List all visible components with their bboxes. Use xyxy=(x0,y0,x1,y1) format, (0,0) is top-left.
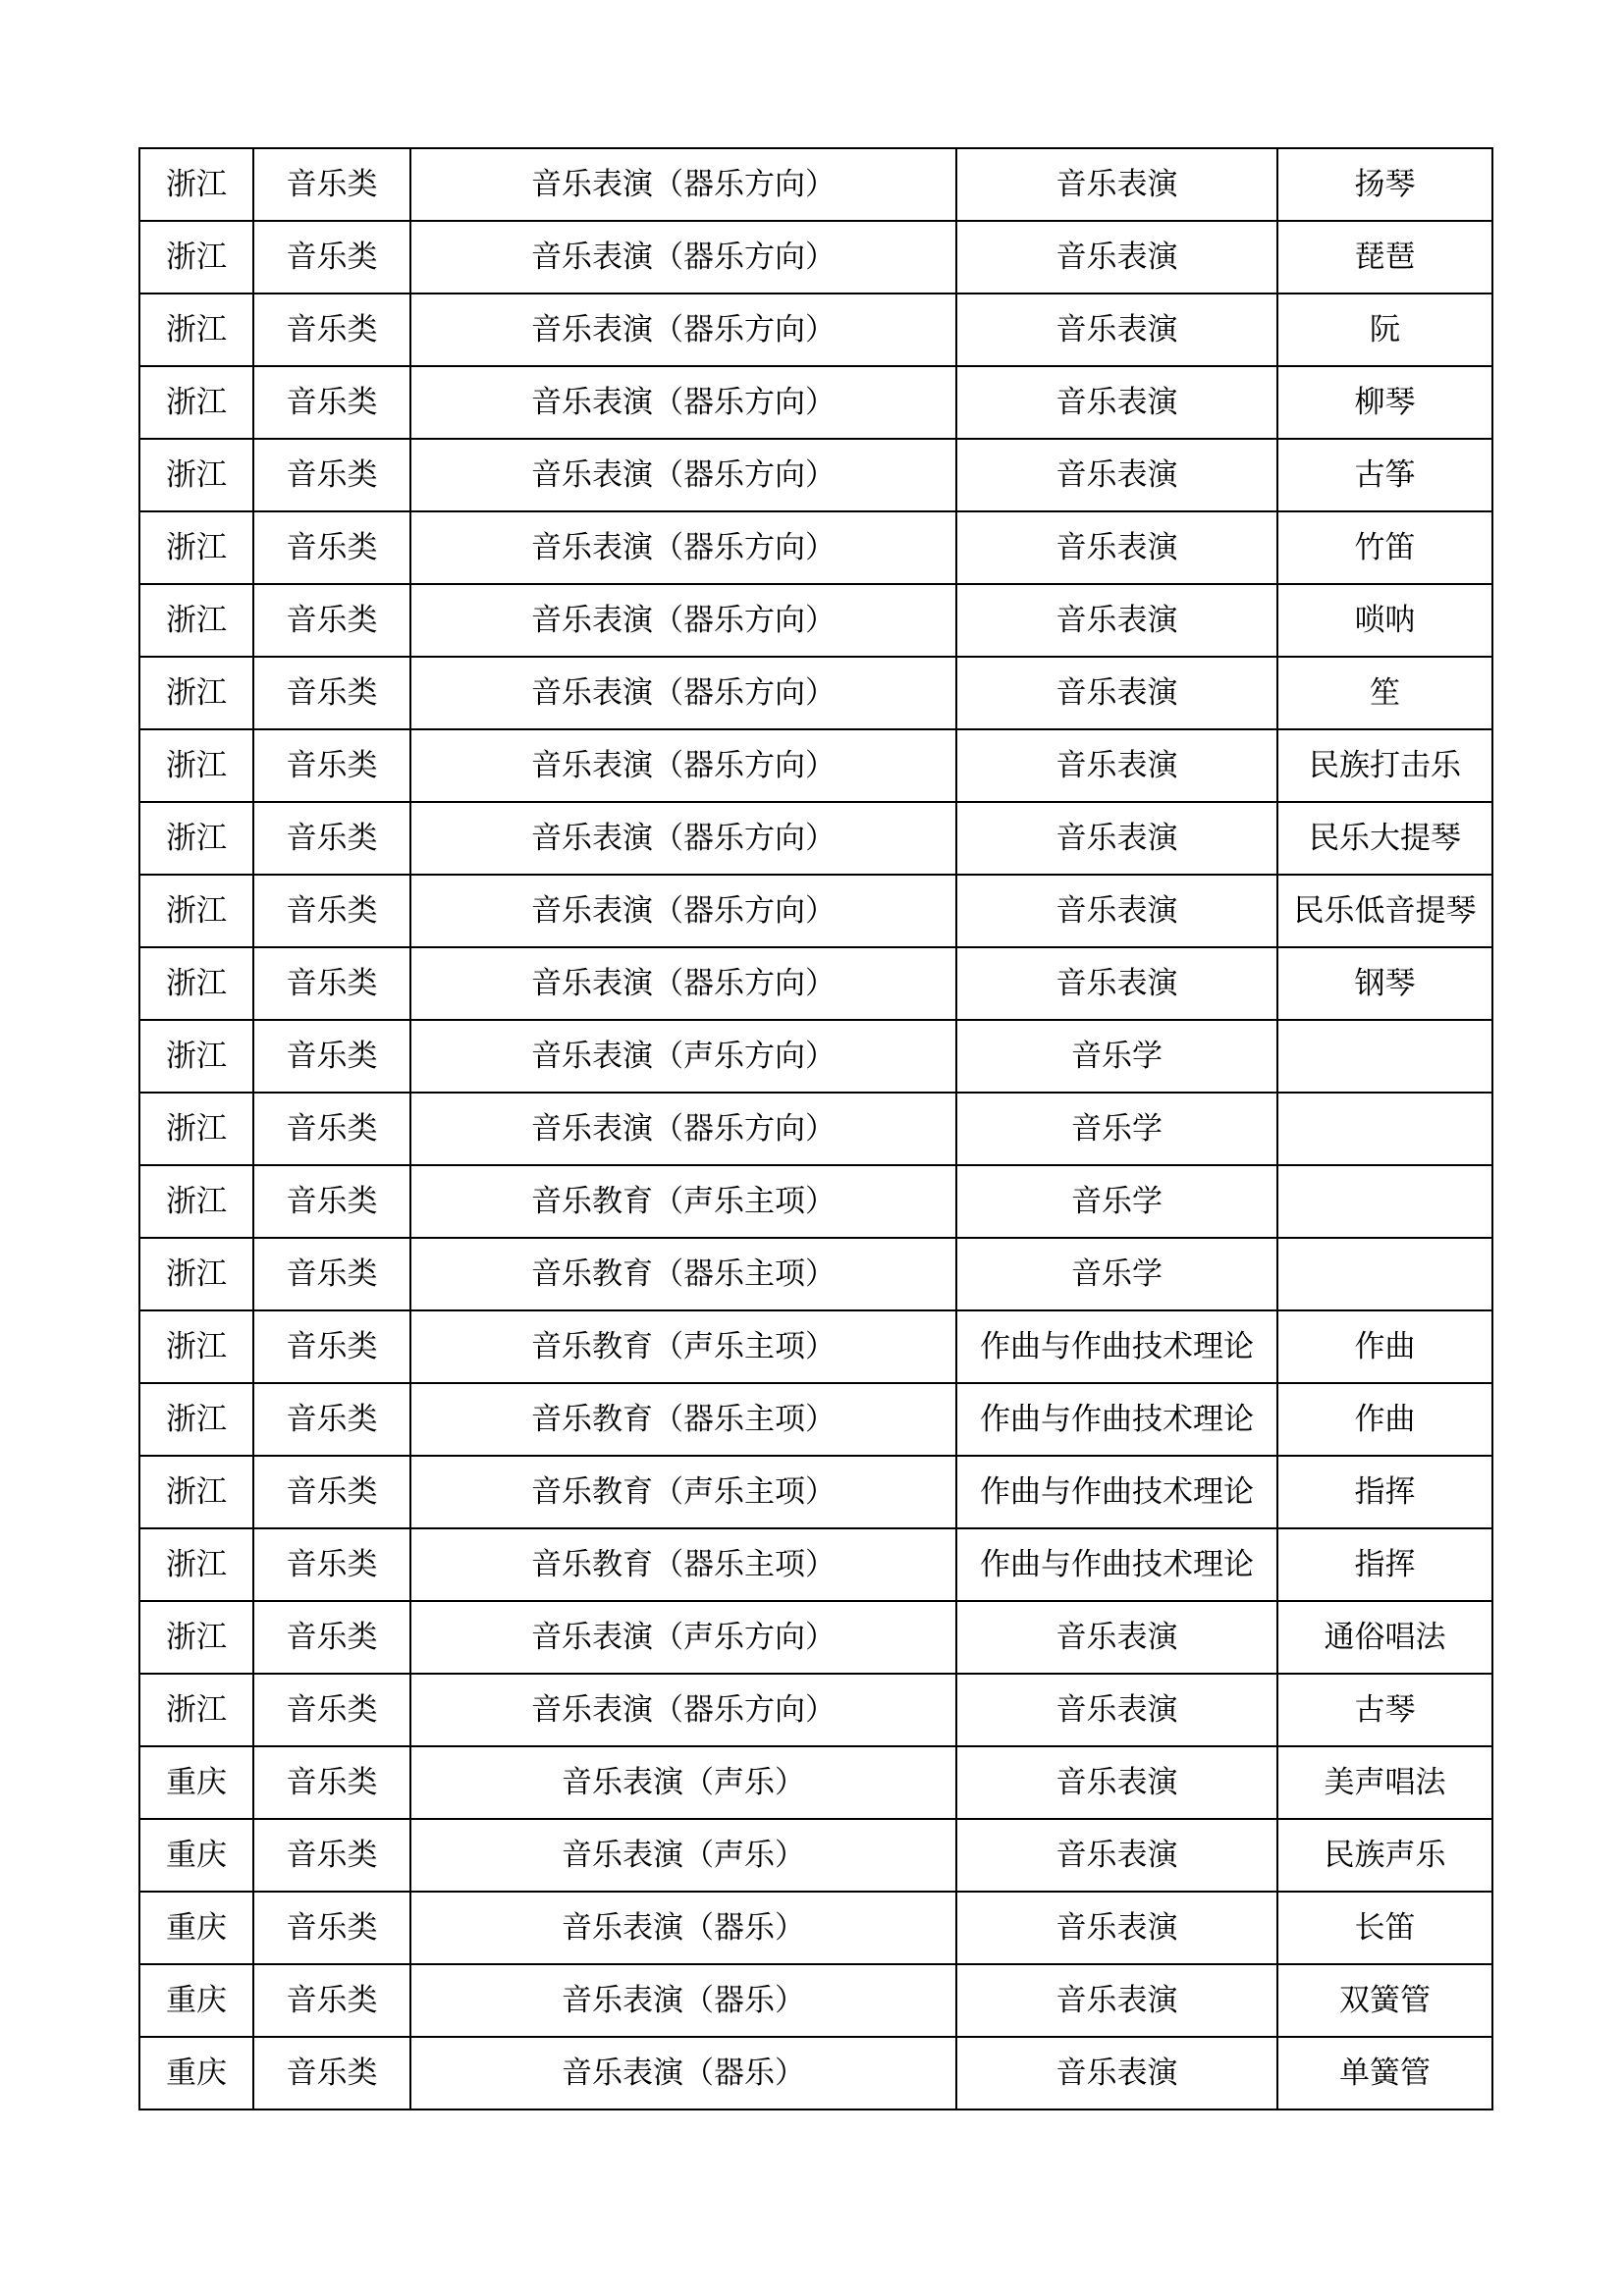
cell-direction: 作曲 xyxy=(1277,1383,1492,1456)
cell-major: 音乐表演 xyxy=(956,439,1277,511)
cell-category: 音乐类 xyxy=(253,1674,410,1746)
cell-program: 音乐表演（器乐方向） xyxy=(410,148,956,221)
cell-category: 音乐类 xyxy=(253,729,410,802)
cell-region: 浙江 xyxy=(139,1674,253,1746)
cell-major: 作曲与作曲技术理论 xyxy=(956,1383,1277,1456)
cell-region: 重庆 xyxy=(139,1892,253,1964)
cell-region: 浙江 xyxy=(139,875,253,947)
cell-direction xyxy=(1277,1238,1492,1310)
table-row xyxy=(139,1674,1492,1746)
cell-program: 音乐表演（声乐） xyxy=(410,1819,956,1892)
cell-category: 音乐类 xyxy=(253,2037,410,2109)
cell-category: 音乐类 xyxy=(253,221,410,294)
cell-program: 音乐教育（器乐主项） xyxy=(410,1238,956,1310)
cell-major: 音乐学 xyxy=(956,1020,1277,1093)
table-row xyxy=(139,366,1492,439)
table-row xyxy=(139,1528,1492,1601)
cell-program: 音乐教育（器乐主项） xyxy=(410,1528,956,1601)
cell-direction: 长笛 xyxy=(1277,1892,1492,1964)
table-row xyxy=(139,1238,1492,1310)
cell-program: 音乐表演（声乐方向） xyxy=(410,1020,956,1093)
table-row xyxy=(139,511,1492,584)
table-row xyxy=(139,947,1492,1020)
cell-region: 浙江 xyxy=(139,1601,253,1674)
cell-direction: 琵琶 xyxy=(1277,221,1492,294)
table-row xyxy=(139,1020,1492,1093)
cell-region: 浙江 xyxy=(139,729,253,802)
table-row xyxy=(139,1310,1492,1383)
cell-major: 音乐表演 xyxy=(956,729,1277,802)
cell-major: 音乐表演 xyxy=(956,294,1277,366)
cell-category: 音乐类 xyxy=(253,1528,410,1601)
cell-major: 音乐表演 xyxy=(956,1601,1277,1674)
cell-program: 音乐教育（器乐主项） xyxy=(410,1383,956,1456)
cell-major: 音乐表演 xyxy=(956,221,1277,294)
cell-program: 音乐表演（器乐方向） xyxy=(410,657,956,729)
cell-category: 音乐类 xyxy=(253,584,410,657)
table-row xyxy=(139,1892,1492,1964)
cell-region: 浙江 xyxy=(139,1310,253,1383)
cell-region: 浙江 xyxy=(139,1238,253,1310)
cell-region: 浙江 xyxy=(139,511,253,584)
cell-direction: 柳琴 xyxy=(1277,366,1492,439)
cell-region: 浙江 xyxy=(139,439,253,511)
cell-major: 音乐表演 xyxy=(956,148,1277,221)
table-row xyxy=(139,1964,1492,2037)
cell-program: 音乐表演（器乐方向） xyxy=(410,221,956,294)
cell-major: 音乐表演 xyxy=(956,947,1277,1020)
table-row xyxy=(139,221,1492,294)
table-row xyxy=(139,584,1492,657)
table-row xyxy=(139,657,1492,729)
cell-category: 音乐类 xyxy=(253,1746,410,1819)
table-row xyxy=(139,1165,1492,1238)
cell-direction: 扬琴 xyxy=(1277,148,1492,221)
cell-major: 作曲与作曲技术理论 xyxy=(956,1310,1277,1383)
cell-region: 浙江 xyxy=(139,1383,253,1456)
cell-category: 音乐类 xyxy=(253,1238,410,1310)
cell-category: 音乐类 xyxy=(253,1383,410,1456)
cell-region: 浙江 xyxy=(139,294,253,366)
cell-major: 音乐学 xyxy=(956,1165,1277,1238)
cell-major: 音乐表演 xyxy=(956,875,1277,947)
cell-direction xyxy=(1277,1165,1492,1238)
cell-category: 音乐类 xyxy=(253,1819,410,1892)
table-row xyxy=(139,1819,1492,1892)
table-row xyxy=(139,1601,1492,1674)
cell-direction xyxy=(1277,1093,1492,1165)
cell-program: 音乐教育（声乐主项） xyxy=(410,1310,956,1383)
cell-region: 重庆 xyxy=(139,1819,253,1892)
cell-program: 音乐表演（器乐方向） xyxy=(410,802,956,875)
cell-direction: 民乐大提琴 xyxy=(1277,802,1492,875)
cell-region: 浙江 xyxy=(139,366,253,439)
cell-category: 音乐类 xyxy=(253,947,410,1020)
cell-region: 浙江 xyxy=(139,657,253,729)
cell-category: 音乐类 xyxy=(253,1456,410,1528)
cell-program: 音乐表演（器乐方向） xyxy=(410,875,956,947)
cell-major: 音乐表演 xyxy=(956,1674,1277,1746)
cell-direction: 古琴 xyxy=(1277,1674,1492,1746)
cell-program: 音乐表演（器乐方向） xyxy=(410,439,956,511)
cell-category: 音乐类 xyxy=(253,1601,410,1674)
cell-major: 音乐表演 xyxy=(956,657,1277,729)
table-row xyxy=(139,439,1492,511)
cell-direction: 指挥 xyxy=(1277,1456,1492,1528)
cell-region: 浙江 xyxy=(139,1528,253,1601)
cell-direction: 双簧管 xyxy=(1277,1964,1492,2037)
cell-category: 音乐类 xyxy=(253,1964,410,2037)
cell-direction: 古筝 xyxy=(1277,439,1492,511)
cell-major: 音乐表演 xyxy=(956,1892,1277,1964)
table-row xyxy=(139,2037,1492,2109)
cell-program: 音乐表演（声乐方向） xyxy=(410,1601,956,1674)
cell-category: 音乐类 xyxy=(253,439,410,511)
table-row xyxy=(139,148,1492,221)
table-row xyxy=(139,1746,1492,1819)
cell-direction xyxy=(1277,1020,1492,1093)
cell-program: 音乐表演（器乐方向） xyxy=(410,1674,956,1746)
cell-direction: 通俗唱法 xyxy=(1277,1601,1492,1674)
cell-program: 音乐表演（器乐方向） xyxy=(410,294,956,366)
table-row xyxy=(139,1456,1492,1528)
cell-region: 重庆 xyxy=(139,1964,253,2037)
cell-region: 浙江 xyxy=(139,1456,253,1528)
table-body xyxy=(139,148,1492,2109)
cell-major: 音乐表演 xyxy=(956,584,1277,657)
cell-direction: 竹笛 xyxy=(1277,511,1492,584)
table-row xyxy=(139,802,1492,875)
cell-major: 音乐学 xyxy=(956,1093,1277,1165)
cell-category: 音乐类 xyxy=(253,1165,410,1238)
cell-region: 浙江 xyxy=(139,947,253,1020)
cell-category: 音乐类 xyxy=(253,1892,410,1964)
cell-region: 浙江 xyxy=(139,1020,253,1093)
cell-direction: 单簧管 xyxy=(1277,2037,1492,2109)
cell-major: 作曲与作曲技术理论 xyxy=(956,1528,1277,1601)
cell-category: 音乐类 xyxy=(253,148,410,221)
cell-region: 重庆 xyxy=(139,2037,253,2109)
cell-category: 音乐类 xyxy=(253,294,410,366)
cell-program: 音乐表演（器乐方向） xyxy=(410,729,956,802)
cell-program: 音乐表演（器乐方向） xyxy=(410,366,956,439)
cell-major: 音乐表演 xyxy=(956,2037,1277,2109)
cell-program: 音乐表演（器乐） xyxy=(410,1964,956,2037)
cell-region: 浙江 xyxy=(139,148,253,221)
cell-direction: 民族打击乐 xyxy=(1277,729,1492,802)
cell-major: 音乐表演 xyxy=(956,1819,1277,1892)
cell-region: 浙江 xyxy=(139,802,253,875)
cell-program: 音乐表演（声乐） xyxy=(410,1746,956,1819)
cell-region: 浙江 xyxy=(139,1165,253,1238)
cell-direction: 唢呐 xyxy=(1277,584,1492,657)
cell-direction: 指挥 xyxy=(1277,1528,1492,1601)
table-row xyxy=(139,1383,1492,1456)
cell-major: 音乐学 xyxy=(956,1238,1277,1310)
table-row xyxy=(139,875,1492,947)
cell-category: 音乐类 xyxy=(253,802,410,875)
cell-program: 音乐表演（器乐） xyxy=(410,2037,956,2109)
cell-category: 音乐类 xyxy=(253,657,410,729)
cell-major: 音乐表演 xyxy=(956,511,1277,584)
cell-major: 音乐表演 xyxy=(956,802,1277,875)
cell-program: 音乐表演（器乐方向） xyxy=(410,1093,956,1165)
cell-direction: 民乐低音提琴 xyxy=(1277,875,1492,947)
cell-direction: 钢琴 xyxy=(1277,947,1492,1020)
cell-major: 音乐表演 xyxy=(956,1964,1277,2037)
cell-direction: 民族声乐 xyxy=(1277,1819,1492,1892)
cell-direction: 美声唱法 xyxy=(1277,1746,1492,1819)
cell-category: 音乐类 xyxy=(253,1093,410,1165)
cell-category: 音乐类 xyxy=(253,1020,410,1093)
cell-region: 浙江 xyxy=(139,1093,253,1165)
cell-region: 浙江 xyxy=(139,221,253,294)
cell-program: 音乐表演（器乐方向） xyxy=(410,511,956,584)
cell-category: 音乐类 xyxy=(253,1310,410,1383)
cell-region: 重庆 xyxy=(139,1746,253,1819)
cell-category: 音乐类 xyxy=(253,366,410,439)
program-table xyxy=(138,147,1493,2110)
table-row xyxy=(139,1093,1492,1165)
cell-major: 作曲与作曲技术理论 xyxy=(956,1456,1277,1528)
cell-category: 音乐类 xyxy=(253,511,410,584)
cell-category: 音乐类 xyxy=(253,875,410,947)
cell-program: 音乐教育（声乐主项） xyxy=(410,1456,956,1528)
cell-major: 音乐表演 xyxy=(956,1746,1277,1819)
cell-program: 音乐表演（器乐方向） xyxy=(410,947,956,1020)
cell-direction: 阮 xyxy=(1277,294,1492,366)
table-row xyxy=(139,729,1492,802)
cell-major: 音乐表演 xyxy=(956,366,1277,439)
cell-region: 浙江 xyxy=(139,584,253,657)
cell-direction: 笙 xyxy=(1277,657,1492,729)
cell-program: 音乐表演（器乐方向） xyxy=(410,584,956,657)
cell-program: 音乐教育（声乐主项） xyxy=(410,1165,956,1238)
cell-direction: 作曲 xyxy=(1277,1310,1492,1383)
table-row xyxy=(139,294,1492,366)
cell-program: 音乐表演（器乐） xyxy=(410,1892,956,1964)
